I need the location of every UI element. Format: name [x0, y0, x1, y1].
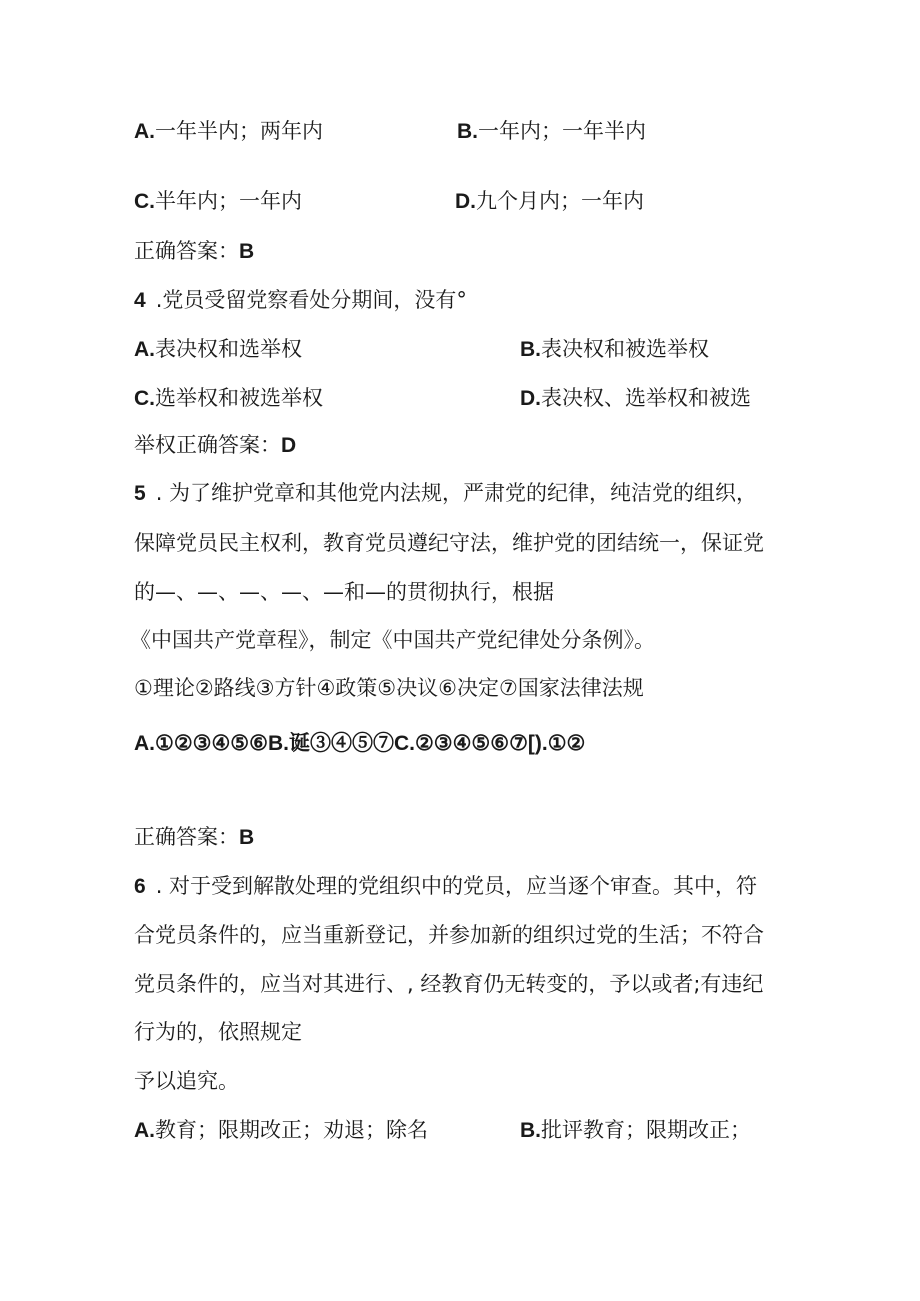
- option-text: 表决权和选举权: [155, 337, 302, 361]
- q6-stem-line-3: 党员条件的，应当对其进行、, 经教育仍无转变的，予以或者;有违纪: [134, 972, 764, 996]
- option-label: B.: [520, 1119, 541, 1142]
- q4-answer: [134, 430, 296, 461]
- q4-option-d: [520, 383, 751, 414]
- q5-stem-line-4: 《中国共产党章程》，制定《中国共产党纪律处分条例》。: [130, 628, 655, 652]
- question-text: . 为了维护党章和其他党内法规，严肃党的纪律，纯洁党的组织，: [155, 481, 758, 505]
- q4-option-b: [520, 334, 709, 365]
- q5-stem-line-1: [134, 478, 757, 509]
- q3-option-a: [134, 116, 323, 147]
- option-text: 选举权和被选举权: [155, 386, 323, 410]
- q6-stem-line-2: 合党员条件的，应当重新登记，并参加新的组织过党的生活；不符合: [134, 923, 764, 947]
- q4-stem: [134, 285, 467, 316]
- question-text: .党员受留党察看处分期间，没有°: [155, 288, 467, 312]
- q5-options: A.①②③④⑤⑥B.诞③④⑤⑦C.②③④⑤⑥⑦[).①②: [134, 732, 586, 755]
- question-number: 6: [134, 875, 146, 898]
- answer-value: D: [281, 434, 297, 457]
- option-text: 教育；限期改正；劝退；除名: [155, 1118, 428, 1142]
- q5-stem-line-3: 的—、—、—、—、—和—的贯彻执行，根据: [134, 580, 554, 604]
- option-text: 半年内；一年内: [155, 189, 302, 213]
- q5-stem-line-2: 保障党员民主权利，教育党员遵纪守法，维护党的团结统一，保证党: [134, 531, 764, 555]
- question-number: 4: [134, 289, 146, 312]
- q6-stem-line-4: 行为的，依照规定: [134, 1020, 302, 1044]
- answer-value: B: [239, 826, 255, 849]
- option-label: A.: [134, 338, 155, 361]
- question-number: 5: [134, 482, 146, 505]
- option-text: 表决权和被选举权: [541, 337, 709, 361]
- q6-stem-line-1: [134, 871, 757, 902]
- question-text: . 对于受到解散处理的党组织中的党员，应当逐个审查。其中，符: [155, 874, 758, 898]
- option-label: C.: [134, 387, 155, 410]
- option-label: B.: [520, 338, 541, 361]
- q6-option-a: [134, 1115, 428, 1146]
- option-label: A.: [134, 120, 155, 143]
- q6-option-b: [520, 1115, 751, 1146]
- option-text: 批评教育；限期改正；: [541, 1118, 751, 1142]
- q4-option-a: [134, 334, 302, 365]
- answer-prefix: 举权正确答案：: [134, 433, 281, 457]
- q3-option-b: [457, 116, 646, 147]
- q5-items: ①理论②路线③方针④政策⑤决议⑥决定⑦国家法律法规: [134, 676, 644, 700]
- option-label: D.: [455, 190, 476, 213]
- option-text: 九个月内；一年内: [476, 189, 644, 213]
- option-text: 表决权、选举权和被选: [541, 386, 751, 410]
- q3-option-d: [455, 186, 644, 217]
- option-label: B.: [457, 120, 478, 143]
- option-label: D.: [520, 387, 541, 410]
- q3-answer: [134, 236, 254, 267]
- option-text: 一年内；一年半内: [478, 119, 646, 143]
- option-text: 一年半内；两年内: [155, 119, 323, 143]
- q4-option-c: [134, 383, 323, 414]
- q5-answer: [134, 822, 254, 853]
- answer-prefix: 正确答案：: [134, 825, 239, 849]
- answer-value: B: [239, 240, 255, 263]
- option-label: A.: [134, 1119, 155, 1142]
- option-label: C.: [134, 190, 155, 213]
- q3-option-c: [134, 186, 302, 217]
- q6-stem-line-5: 予以追究。: [134, 1069, 239, 1093]
- answer-prefix: 正确答案：: [134, 239, 239, 263]
